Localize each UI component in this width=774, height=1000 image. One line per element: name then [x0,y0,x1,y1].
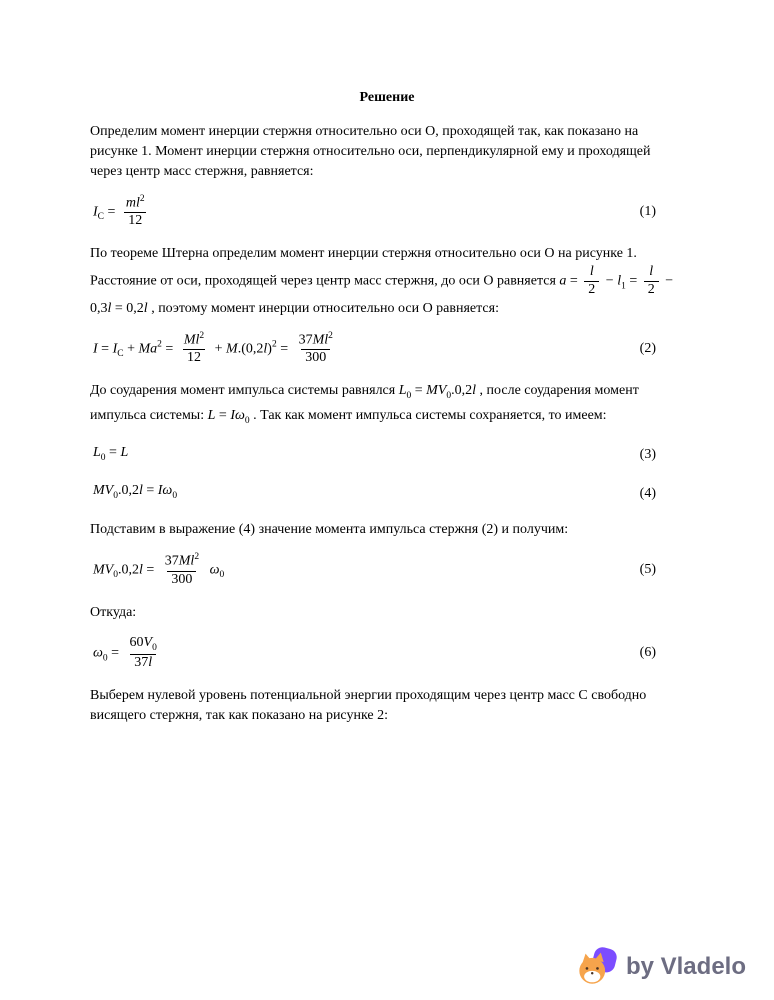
fraction-denominator [130,654,156,672]
math-operator: = [215,407,231,423]
math-subscript: 0 [244,415,250,426]
math-operator: = [625,273,641,289]
math-variable: I [112,341,118,357]
math-variable: l [107,300,112,316]
equation-math [93,194,152,230]
math-operator: 2 [647,282,655,298]
math-subscript: 0 [406,390,412,401]
math-variable: I [93,341,98,357]
math-variable: Ml [312,332,329,348]
equation-math [93,635,164,672]
math-operator: 12 [186,350,201,366]
math-subscript: 0 [172,491,178,502]
math-variable: ml [125,195,140,211]
math-variable: Ml [183,332,200,348]
math-variable: I [93,204,98,220]
text-run: , после соударения момент импульса системы: [90,383,639,423]
math-superscript: 2 [194,552,200,563]
math-variable: a [559,273,567,289]
math-variable: l [143,300,148,316]
math-fraction [644,264,659,299]
math-subscript: 0 [100,452,106,463]
text-run: Выберем нулевой уровень потенциальной энергии проходящим через центр масс С свободно висящего стержня, так как показано на рисунке 2: [90,687,647,723]
math-operator: 12 [128,213,143,229]
math-subscript: 0 [446,390,452,401]
math-variable: Iω [230,407,245,423]
math-variable: Iω [157,483,173,499]
paragraph [90,381,684,431]
paragraph [90,686,684,726]
math-fraction [295,331,337,367]
fraction-numerator [180,331,208,349]
math-operator: = [566,273,582,289]
math-variable: V [143,634,153,650]
equation-row [90,443,684,468]
paragraph [90,122,684,182]
equation-tag: (3) [639,447,656,463]
math-subscript: 0 [102,653,108,664]
math-operator: = [104,204,119,220]
math-operator: = [142,562,158,578]
equation-row [90,331,684,367]
math-variable: l [472,383,477,399]
math-variable: MV [426,383,447,399]
math-operator: 2 [588,282,596,298]
math-variable: l [148,654,153,670]
math-superscript: 2 [139,194,145,204]
paragraph [90,244,684,319]
math-fraction [180,331,208,367]
math-variable: L [93,444,101,460]
equation-row [90,481,684,506]
math-operator: ) [267,341,272,357]
equation-row [90,635,684,672]
math-operator: .0,2 [117,483,139,499]
fraction-denominator [167,571,196,589]
text-run: . Так как момент импульса системы сохраняется, то имеем: [249,407,607,423]
watermark-label: by Vladelo [625,953,746,980]
math-fraction [126,635,161,672]
equation-tag: (1) [639,204,656,220]
math-operator: 300 [305,350,327,366]
math-operator: 300 [171,571,193,587]
fraction-numerator [645,264,657,281]
math-superscript: 2 [199,330,205,341]
math-variable: Ml [178,553,195,569]
math-fraction [122,194,149,230]
math-variable: ω [93,645,103,661]
math-variable: L [120,444,129,460]
fraction-numerator [295,331,337,349]
math-operator: = [97,341,113,357]
equation-tag: (4) [639,485,656,501]
math-superscript: 2 [328,330,333,341]
math-operator: = [276,341,292,357]
math-operator: .0,2 [117,562,139,578]
fraction-denominator [301,349,330,367]
page-title: Решение [359,90,415,105]
equation-math [93,552,224,588]
math-subscript: 1 [621,281,626,292]
math-operator: = [105,444,121,460]
math-subscript: 0 [219,570,225,581]
math-variable: l [138,483,143,499]
paragraph [90,603,684,623]
equation-tag: (6) [639,645,656,661]
math-operator: = [411,383,427,399]
text-run: Откуда: [90,604,137,620]
fraction-numerator [161,552,203,570]
equation-row [90,194,684,230]
fraction-denominator [183,349,205,367]
text-run: Подставим в выражение (4) значение момента импульса стержня (2) и получим: [90,522,569,538]
math-variable: MV [93,483,114,499]
equation-tag: (5) [639,562,656,578]
math-operator: − 0,3 [90,273,674,316]
watermark [576,946,746,988]
fraction-denominator [644,281,659,299]
paragraph [90,520,684,540]
math-variable: l [617,273,622,289]
math-operator: + [123,341,139,357]
math-operator: = 0,2 [111,300,144,316]
math-operator: 60 [129,634,144,650]
math-subscript: 0 [113,491,118,502]
math-variable: l [649,264,654,280]
fraction-numerator [586,264,598,281]
math-fraction [584,264,599,299]
text-run: Определим момент инерции стержня относительно оси О, проходящей так, как показано на рисунке 1. Момент инерции стержня относительно оси, перпендикулярной ему и проходящей через центр масс стержня, равняется: [90,124,651,179]
math-operator: − [602,273,618,289]
math-variable: l [589,264,594,280]
text-run: До соударения момент импульса системы равнялся [90,383,399,399]
math-variable: Ma [138,341,158,357]
equation-row [90,552,684,588]
fraction-denominator [584,281,599,299]
math-superscript: 2 [157,339,162,350]
text-run: По теореме Штерна определим момент инерции стержня относительно оси О на рисунке 1. Расстояние от оси, проходящей через центр масс стержня, до оси О равняется [90,246,637,289]
math-fraction [161,552,203,588]
math-superscript: 2 [271,339,277,350]
math-operator: 37 [298,332,313,348]
math-operator: 37 [164,553,179,569]
document-content [90,90,684,738]
math-operator: = [142,483,158,499]
math-subscript: C [97,212,105,223]
equation-math [93,481,177,506]
math-subscript: 0 [152,642,157,653]
math-operator: 37 [134,654,149,670]
math-variable: ω [209,562,220,578]
math-variable: MV [93,562,114,578]
equation-tag: (2) [639,340,656,356]
math-variable: M [226,341,238,357]
text-run: , поэтому момент инерции относительно оси О равняется: [147,300,499,316]
math-operator: = [161,341,177,357]
math-operator: + [211,341,227,357]
math-operator: = [107,645,123,661]
math-variable: L [207,407,216,423]
math-variable: l [263,341,268,357]
math-variable: L [398,383,407,399]
math-variable: l [138,562,143,578]
equation-math [93,443,128,468]
math-operator: .0,2 [451,383,473,399]
math-operator: .(0,2 [237,341,264,357]
fraction-denominator [124,212,146,230]
vladelo-cat-icon [576,946,618,988]
math-subscript: C [117,348,124,359]
fraction-numerator [126,635,161,654]
equation-math [93,331,340,367]
fraction-numerator [122,194,149,212]
math-subscript: 0 [113,570,118,581]
